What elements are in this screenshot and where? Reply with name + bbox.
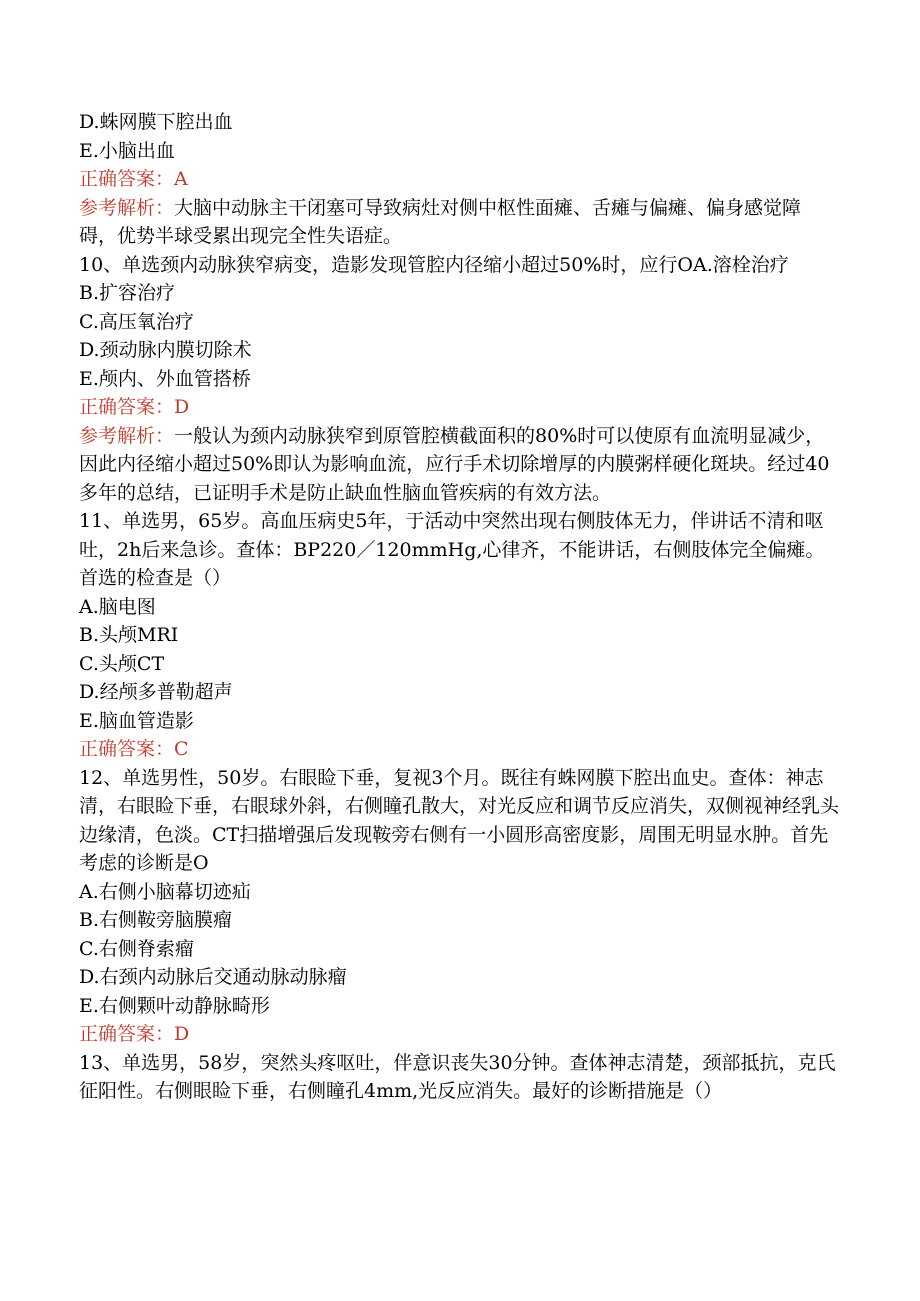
q10-option-b: B.扩容治疗 <box>79 282 176 304</box>
q11-correct-answer: 正确答案：C <box>79 738 189 760</box>
q10-option-d: D.颈动脉内膜切除术 <box>79 339 252 361</box>
q12-option-e: E.右侧颗叶动静脉畸形 <box>79 994 270 1017</box>
analysis-text: 大脑中动脉主干闭塞可导致病灶对侧中枢性面瘫、舌瘫与偏瘫、偏身感觉障碍，优势半球受累出现完全性失语症。 <box>79 196 802 247</box>
q9-option-e: E.小脑出血 <box>79 139 175 162</box>
q12-correct-answer: 正确答案：D <box>79 1023 190 1045</box>
q11-option-b: B.头颅MRI <box>79 624 179 646</box>
q9-correct-answer: 正确答案：A <box>79 168 188 190</box>
q10-option-e: E.颅内、外血管搭桥 <box>79 367 251 390</box>
analysis-text: 一般认为颈内动脉狭窄到原管腔横截面积的80%时可以使原有血流明显减少，因此内径缩小超过50%即认为影响血流，应行手术切除增厚的内膜粥样硬化斑块。经过40多年的总结，已证明手术是防止缺血性脑血管疾病的有效方法。 <box>79 424 830 504</box>
q11-option-d: D.经颅多普勒超声 <box>79 681 233 703</box>
document-page <box>79 108 839 1106</box>
q12-stem: 12、单选男性，50岁。右眼睑下垂，复视3个月。既往有蛛网膜下腔出血史。查体：神志清，右眼睑下垂，右眼球外斜，右侧瞳孔散大，对光反应和调节反应消失，双侧视神经乳头边缘清，色淡。CT扫描增强后发现鞍旁右侧有一小圆形高密度影，周围无明显水肿。首先考虑的诊断是O <box>79 766 840 874</box>
q11-option-e: E.脑血管造影 <box>79 709 194 732</box>
q13-stem: 13、单选男，58岁，突然头疼呕吐，伴意识丧失30分钟。查体神志清楚，颈部抵抗，克氏征阳性。右侧眼睑下垂，右侧瞳孔4mm,光反应消失。最好的诊断措施是（） <box>79 1051 836 1102</box>
q12-option-a: A.右侧小脑幕切迹疝 <box>79 880 251 903</box>
q12-option-c: C.右侧脊索瘤 <box>79 937 194 960</box>
q11-option-a: A.脑电图 <box>79 595 156 618</box>
q12-option-d: D.右颈内动脉后交通动脉动脉瘤 <box>79 966 347 988</box>
q9-option-d: D.蛛网膜下腔出血 <box>79 111 233 133</box>
q10-analysis <box>79 422 839 508</box>
q9-analysis <box>79 194 839 251</box>
q10-correct-answer: 正确答案：D <box>79 396 190 418</box>
q11-option-c: C.头颅CT <box>79 652 165 675</box>
q10-stem: 10、单选颈内动脉狭窄病变，造影发现管腔内径缩小超过50%时，应行OA.溶栓治疗 <box>79 253 789 276</box>
q10-option-c: C.高压氧治疗 <box>79 310 194 333</box>
q11-stem: 11、单选男，65岁。高血压病史5年，于活动中突然出现右侧肢体无力，伴讲话不清和呕吐，2h后来急诊。查体：BP220／120mmHg,心律齐，不能讲话，右侧肢体完全偏瘫。首选的检查是（） <box>79 510 825 589</box>
analysis-label: 参考解析： <box>79 196 175 219</box>
analysis-label: 参考解析： <box>79 424 175 447</box>
q12-option-b: B.右侧鞍旁脑膜瘤 <box>79 909 233 931</box>
